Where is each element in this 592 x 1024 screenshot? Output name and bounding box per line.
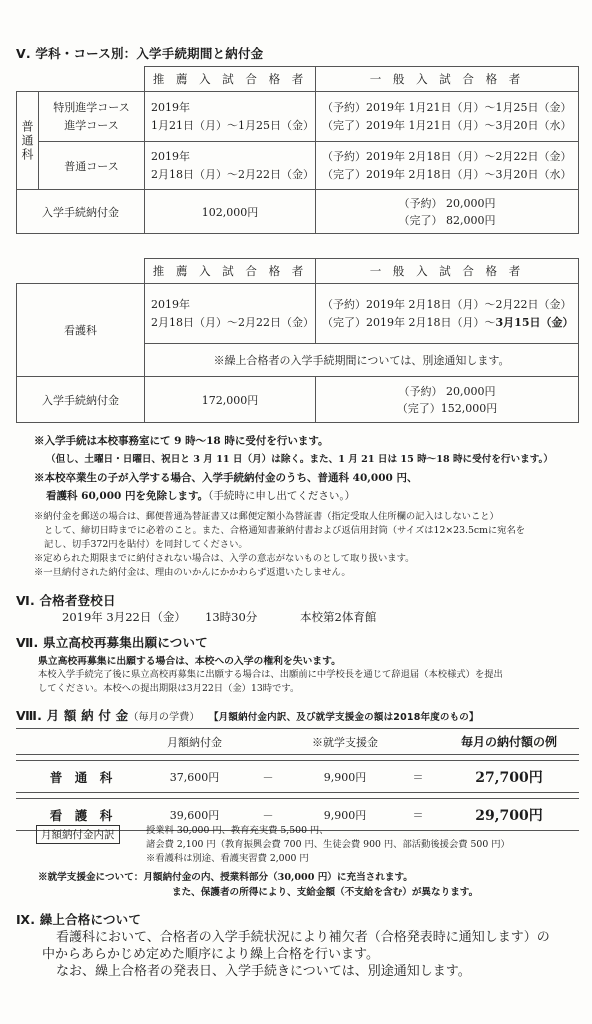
row-minus: － (243, 761, 293, 793)
row-total: 29,700円 (439, 799, 579, 831)
row-total: 27,700円 (439, 761, 579, 793)
head-total: 毎月の納付額の例 (439, 729, 579, 755)
fee-suisen-2: 172,000円 (145, 377, 316, 423)
kuriage-body: 看護科において、合格者の入学手続状況により補欠者（合格発表時に通知します）の 中からあらかじめ定めた順序により繰上合格を行います。 なお、繰上合格者の発表日、入学手続きについては、別途通知します。 (42, 930, 550, 979)
alumni-note-1: ※本校卒業生の子が入学する場合、入学手続納付金のうち、普通科 40,000 円、 (34, 472, 418, 484)
futsuka-group-label: 普通科 (17, 92, 39, 190)
row-minus: － (243, 799, 293, 831)
fee-label: 入学手続納付金 (17, 190, 145, 234)
monthly-fee-table (16, 728, 579, 831)
reception-note-1: ※入学手続は本校事務室にて 9 時～18 時に受付を行います。 (34, 435, 329, 447)
reapply-line-3: してください。本校への提出期限は3月22日（金）13時です。 (38, 683, 300, 694)
support-note: ※就学支援金について：月額納付金の内、授業料部分（30,000 円）に充当されます。 また、保護者の所得により、支給金額（不支給を含む）が異なります。 (38, 872, 479, 898)
row-monthly: 39,600円 (146, 799, 243, 831)
section-8-title: Ⅷ. 月 額 納 付 金（毎月の学費） 【月額納付金内訳、及び就学支援金の額は2018年度のもの】 (16, 708, 479, 723)
fee-suisen: 102,000円 (145, 190, 316, 234)
course-kango: 看護科 (17, 284, 145, 377)
row-eq: ＝ (397, 799, 439, 831)
suisen-period-tokushin: 2019年 1月21日（月）～1月25日（金） (145, 92, 316, 142)
fee-row-futsuka (16, 761, 579, 793)
arrival-time: 13時30分 (205, 610, 258, 624)
head-support: ※就学支援金 (293, 729, 397, 755)
payment-note-line: 記し、切手372円を貼付）を同封してください。 (44, 539, 248, 550)
fee-ippan: （予約） 20,000円 （完了） 82,000円 (316, 190, 579, 234)
course-futsu: 普通コース (38, 142, 144, 190)
header-suisen: 推 薦 入 試 合 格 者 (145, 67, 316, 92)
fee-ippan-2: （予約） 20,000円 （完了）152,000円 (316, 377, 579, 423)
alumni-note-2: 看護科 60,000 円を免除します。（手続時に申し出てください。） (46, 490, 356, 502)
row-label: 普 通 科 (16, 761, 146, 793)
payment-notes (34, 510, 525, 580)
fee-label-2: 入学手続納付金 (17, 377, 145, 423)
row-support: 9,900円 (293, 799, 397, 831)
row-monthly: 37,600円 (146, 761, 243, 793)
payment-note-line: ※一旦納付された納付金は、理由のいかんにかかわらず返還いたしません。 (34, 567, 351, 578)
section-6-title: Ⅵ. 合格者登校日 (16, 593, 116, 608)
reception-note-2: （但し、土曜日・日曜日、祝日と 3 月 11 日（月）は除く。また、1 月 21 日は 15 時～18 時に受付を行います。） (46, 454, 553, 465)
header-ippan-2: 一 般 入 試 合 格 者 (316, 259, 579, 284)
ippan-period-kango: （予約）2019年 2月18日（月）～2月22日（金） （完了）2019年 2月18日（月）～3月15日（金） (316, 284, 579, 344)
admission-period-table-futsuka (16, 66, 579, 234)
suisen-period-futsu: 2019年 2月18日（月）～2月22日（金） (145, 142, 316, 190)
reapply-line-1: 県立高校再募集に出願する場合は、本校への入学の権利を失います。 (38, 656, 341, 667)
section-9-title: Ⅸ. 繰上合格について (16, 912, 142, 927)
row-support: 9,900円 (293, 761, 397, 793)
course-tokushin-shingaku: 特別進学コース 進学コース (38, 92, 144, 142)
ippan-period-futsu: （予約）2019年 2月18日（月）～2月22日（金） （完了）2019年 2月18日（月）～3月20日（水） (316, 142, 579, 190)
payment-note-line: ※定められた期限までに納付されない場合は、入学の意志がないものとして取り扱います。 (34, 553, 415, 564)
section-5-title: Ⅴ. 学科・コース別：入学手続期間と納付金 (16, 46, 264, 61)
head-monthly: 月額納付金 (146, 729, 243, 755)
breakdown-lines: 授業料 30,000 円、教育充実費 5,500 円、 諸会費 2,100 円（教育振興会費 700 円、生徒会費 900 円、部活動後援会費 500 円） ※看護科は別途、看護実習費 2,000 円 (146, 825, 510, 864)
payment-note-line: として、締切日時までに必着のこと。また、合格通知書兼納付書および返信用封筒（サイズは12×23.5cmに宛名を (44, 525, 526, 536)
kuriage-note: ※繰上合格者の入学手続期間については、別途通知します。 (145, 344, 579, 377)
reapply-line-2: 本校入学手続完了後に県立高校再募集に出願する場合は、出願前に中学校長を通じて辞退届（本校様式）を提出 (38, 669, 503, 680)
row-eq: ＝ (397, 761, 439, 793)
arrival-date: 2019年 3月22日（金） (62, 610, 186, 624)
suisen-period-kango: 2019年 2月18日（月）～2月22日（金） (145, 284, 316, 344)
header-ippan: 一 般 入 試 合 格 者 (316, 67, 579, 92)
row-label: 看 護 科 (16, 799, 146, 831)
arrival-place: 本校第2体育館 (300, 610, 377, 624)
header-suisen-2: 推 薦 入 試 合 格 者 (145, 259, 316, 284)
ippan-period-tokushin: （予約）2019年 1月21日（月）～1月25日（金） （完了）2019年 1月21日（月）～3月20日（水） (316, 92, 579, 142)
payment-note-line: ※納付金を郵送の場合は、郵便普通為替証書又は郵便定額小為替証書（指定受取人住所欄の記入はしないこと） (34, 511, 499, 522)
section-7-title: Ⅶ. 県立高校再募集出願について (16, 635, 208, 650)
breakdown-label: 月額納付金内訳 (36, 825, 120, 844)
admission-period-table-kango (16, 258, 579, 423)
